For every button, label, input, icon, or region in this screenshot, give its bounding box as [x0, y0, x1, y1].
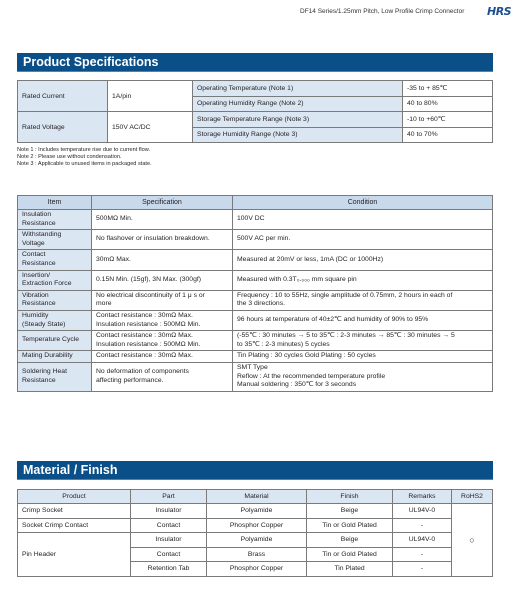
material-cell: Brass: [207, 547, 307, 562]
condition-header: Condition: [233, 196, 493, 210]
table-row: [18, 112, 493, 128]
cell-line: No deformation of components: [96, 368, 189, 376]
cell-line: Manual soldering : 350℃ for 3 seconds: [237, 381, 357, 389]
remarks-cell: -: [393, 562, 452, 577]
table-row: [18, 518, 493, 533]
cell-line: Temperature Cycle: [22, 336, 80, 344]
cell-line: Reflow : At the recommended temperature profile: [237, 372, 386, 380]
cell-line: 30mΩ Max.: [96, 255, 131, 263]
note-2: Note 2 : Please use without condensation.: [17, 154, 122, 160]
product-specifications-title: Product Specifications: [23, 55, 159, 69]
cell-line: Soldering Heat: [22, 368, 67, 376]
table-header-row: [18, 196, 493, 210]
condition-cell: [233, 270, 493, 290]
part-header: Part: [131, 490, 207, 504]
cell-line: 96 hours at temperature of 40±2℃ and humidity of 90% to 95%: [237, 316, 429, 324]
item-cell: [18, 270, 92, 290]
part-cell: Contact: [131, 518, 207, 533]
item-cell: [18, 362, 92, 391]
finish-cell: Tin or Gold Plated: [307, 518, 393, 533]
cell-line: Resistance: [22, 259, 56, 267]
cell-line: Tin Plating : 30 cycles Gold Plating : 50 cycles: [237, 352, 376, 360]
rohs-header: RoHS2: [452, 490, 493, 504]
storage-temperature-value: -10 to +60℃: [403, 112, 493, 128]
cell-line: Withstanding: [22, 231, 62, 239]
part-cell: Insulator: [131, 504, 207, 519]
product-cell: Crimp Socket: [18, 504, 131, 519]
specification-cell: [92, 270, 233, 290]
cell-line: Vibration: [22, 291, 49, 299]
product-cell: Socket Crimp Contact: [18, 518, 131, 533]
cell-line: Measured at 20mV or less, 1mA (DC or 1000Hz): [237, 255, 384, 263]
cell-line: Contact resistance : 30mΩ Max.: [96, 352, 193, 360]
part-cell: Contact: [131, 547, 207, 562]
table-row: [18, 250, 493, 270]
cell-line: 100V DC: [237, 215, 265, 223]
material-cell: Polyamide: [207, 533, 307, 548]
finish-cell: Beige: [307, 504, 393, 519]
cell-line: affecting performance.: [96, 376, 164, 384]
condition-cell: [233, 362, 493, 391]
condition-cell: [233, 331, 493, 351]
table-row: [18, 351, 493, 363]
cell-line: 500V AC per min.: [237, 235, 291, 243]
specification-cell: [92, 290, 233, 310]
material-finish-heading: [17, 461, 493, 480]
cell-line: Insulation resistance : 500MΩ Min.: [96, 320, 201, 328]
cell-line: (Steady State): [22, 320, 66, 328]
storage-humidity-value: 40 to 70%: [403, 127, 493, 143]
notes: [17, 147, 152, 168]
specification-cell: [92, 331, 233, 351]
cell-line: Contact resistance : 30mΩ Max.: [96, 332, 193, 340]
cell-line: Voltage: [22, 239, 45, 247]
cell-line: No electrical discontinuity of 1 μ s or: [96, 291, 205, 299]
cell-line: Resistance: [22, 300, 56, 308]
condition-cell: [233, 351, 493, 363]
cell-line: Contact resistance : 30mΩ Max.: [96, 311, 193, 319]
cell-line: Insulation: [22, 211, 52, 218]
finish-header: Finish: [307, 490, 393, 504]
ratings-table: [17, 80, 493, 143]
cell-line: Insulation resistance : 500MΩ Min.: [96, 340, 201, 348]
table-header-row: [18, 490, 493, 504]
cell-line: 0.15N Min. (15gf), 3N Max. (300gf): [96, 275, 202, 283]
table-row: [18, 533, 493, 548]
remarks-header: Remarks: [393, 490, 452, 504]
remarks-cell: UL94V-0: [393, 533, 452, 548]
cell-line: (-55℃ : 30 minutes → 5 to 35℃ : 2-3 minutes → 85℃ : 30 minutes → 5: [237, 332, 455, 340]
operating-temperature-value: -35 to + 85℃: [403, 81, 493, 97]
specification-cell: [92, 351, 233, 363]
item-cell: [18, 250, 92, 270]
note-3: Note 3 : Applicable to unused items in packaged state.: [17, 161, 152, 167]
product-specifications-heading: [17, 53, 493, 72]
part-cell: Retention Tab: [131, 562, 207, 577]
material-cell: Polyamide: [207, 504, 307, 519]
cell-line: to 35℃ : 2-3 minutes) 5 cycles: [237, 340, 330, 348]
cell-line: Humidity: [22, 311, 49, 319]
note-1: Note 1 : Includes temperature rise due to current flow.: [17, 147, 151, 153]
cell-line: Extraction Force: [22, 280, 72, 288]
table-row: [18, 230, 493, 250]
finish-cell: Tin or Gold Plated: [307, 547, 393, 562]
material-cell: Phosphor Copper: [207, 518, 307, 533]
cell-line: the 3 directions.: [237, 300, 285, 308]
material-cell: Phosphor Copper: [207, 562, 307, 577]
condition-cell: [233, 310, 493, 330]
operating-temperature-label: Operating Temperature (Note 1): [193, 81, 403, 97]
table-row: [18, 81, 493, 97]
item-header: Item: [18, 196, 92, 210]
condition-cell: [233, 230, 493, 250]
remarks-cell: UL94V-0: [393, 504, 452, 519]
rohs-compliant-mark: ○: [452, 504, 493, 577]
item-cell: [18, 210, 92, 230]
cell-line: more: [96, 300, 112, 308]
cell-line: Resistance: [22, 376, 56, 384]
condition-cell: [233, 290, 493, 310]
cell-line: Contact: [22, 251, 46, 259]
table-row: [18, 504, 493, 519]
rated-current-value: 1A/pin: [108, 81, 193, 112]
specification-cell: [92, 210, 233, 230]
specifications-table: [17, 195, 493, 392]
table-row: [18, 362, 493, 391]
storage-temperature-label: Storage Temperature Range (Note 3): [193, 112, 403, 128]
part-cell: Insulator: [131, 533, 207, 548]
item-cell: [18, 230, 92, 250]
cell-line: Insertion/: [22, 271, 50, 279]
table-row: [18, 290, 493, 310]
table-row: [18, 210, 493, 230]
cell-line: 500MΩ Min.: [96, 215, 133, 223]
hrs-logo: HRS: [487, 5, 512, 18]
specification-cell: [92, 250, 233, 270]
remarks-cell: -: [393, 518, 452, 533]
table-row: [18, 331, 493, 351]
rated-voltage-label: Rated Voltage: [18, 112, 108, 143]
rated-voltage-value: 150V AC/DC: [108, 112, 193, 143]
material-finish-title: Material / Finish: [23, 463, 118, 477]
condition-cell: [233, 250, 493, 270]
item-cell: [18, 290, 92, 310]
operating-humidity-label: Operating Humidity Range (Note 2): [193, 96, 403, 112]
specification-cell: [92, 310, 233, 330]
item-cell: [18, 351, 92, 363]
series-header: DF14 Series/1.25mm Pitch, Low Profile Crimp Connector: [300, 8, 465, 15]
specification-cell: [92, 362, 233, 391]
table-row: [18, 270, 493, 290]
operating-humidity-value: 40 to 80%: [403, 96, 493, 112]
cell-line: SMT Type: [237, 363, 268, 371]
specification-header: Specification: [92, 196, 233, 210]
remarks-cell: -: [393, 547, 452, 562]
item-cell: [18, 331, 92, 351]
rated-current-label: Rated Current: [18, 81, 108, 112]
material-table: [17, 489, 493, 577]
product-header: Product: [18, 490, 131, 504]
storage-humidity-label: Storage Humidity Range (Note 3): [193, 127, 403, 143]
cell-line: Frequency : 10 to 55Hz, single amplitude of 0.75mm, 2 hours in each of: [237, 291, 453, 299]
finish-cell: Tin Plated: [307, 562, 393, 577]
specification-cell: [92, 230, 233, 250]
condition-cell: [233, 210, 493, 230]
table-row: [18, 310, 493, 330]
material-header: Material: [207, 490, 307, 504]
finish-cell: Beige: [307, 533, 393, 548]
cell-line: Resistance: [22, 219, 56, 227]
item-cell: [18, 310, 92, 330]
product-cell: Pin Header: [18, 533, 131, 577]
cell-line: Measured with 0.3T₀.₀₀₀ mm square pin: [237, 275, 357, 283]
cell-line: Mating Durability: [22, 352, 73, 360]
cell-line: No flashover or insulation breakdown.: [96, 235, 210, 243]
